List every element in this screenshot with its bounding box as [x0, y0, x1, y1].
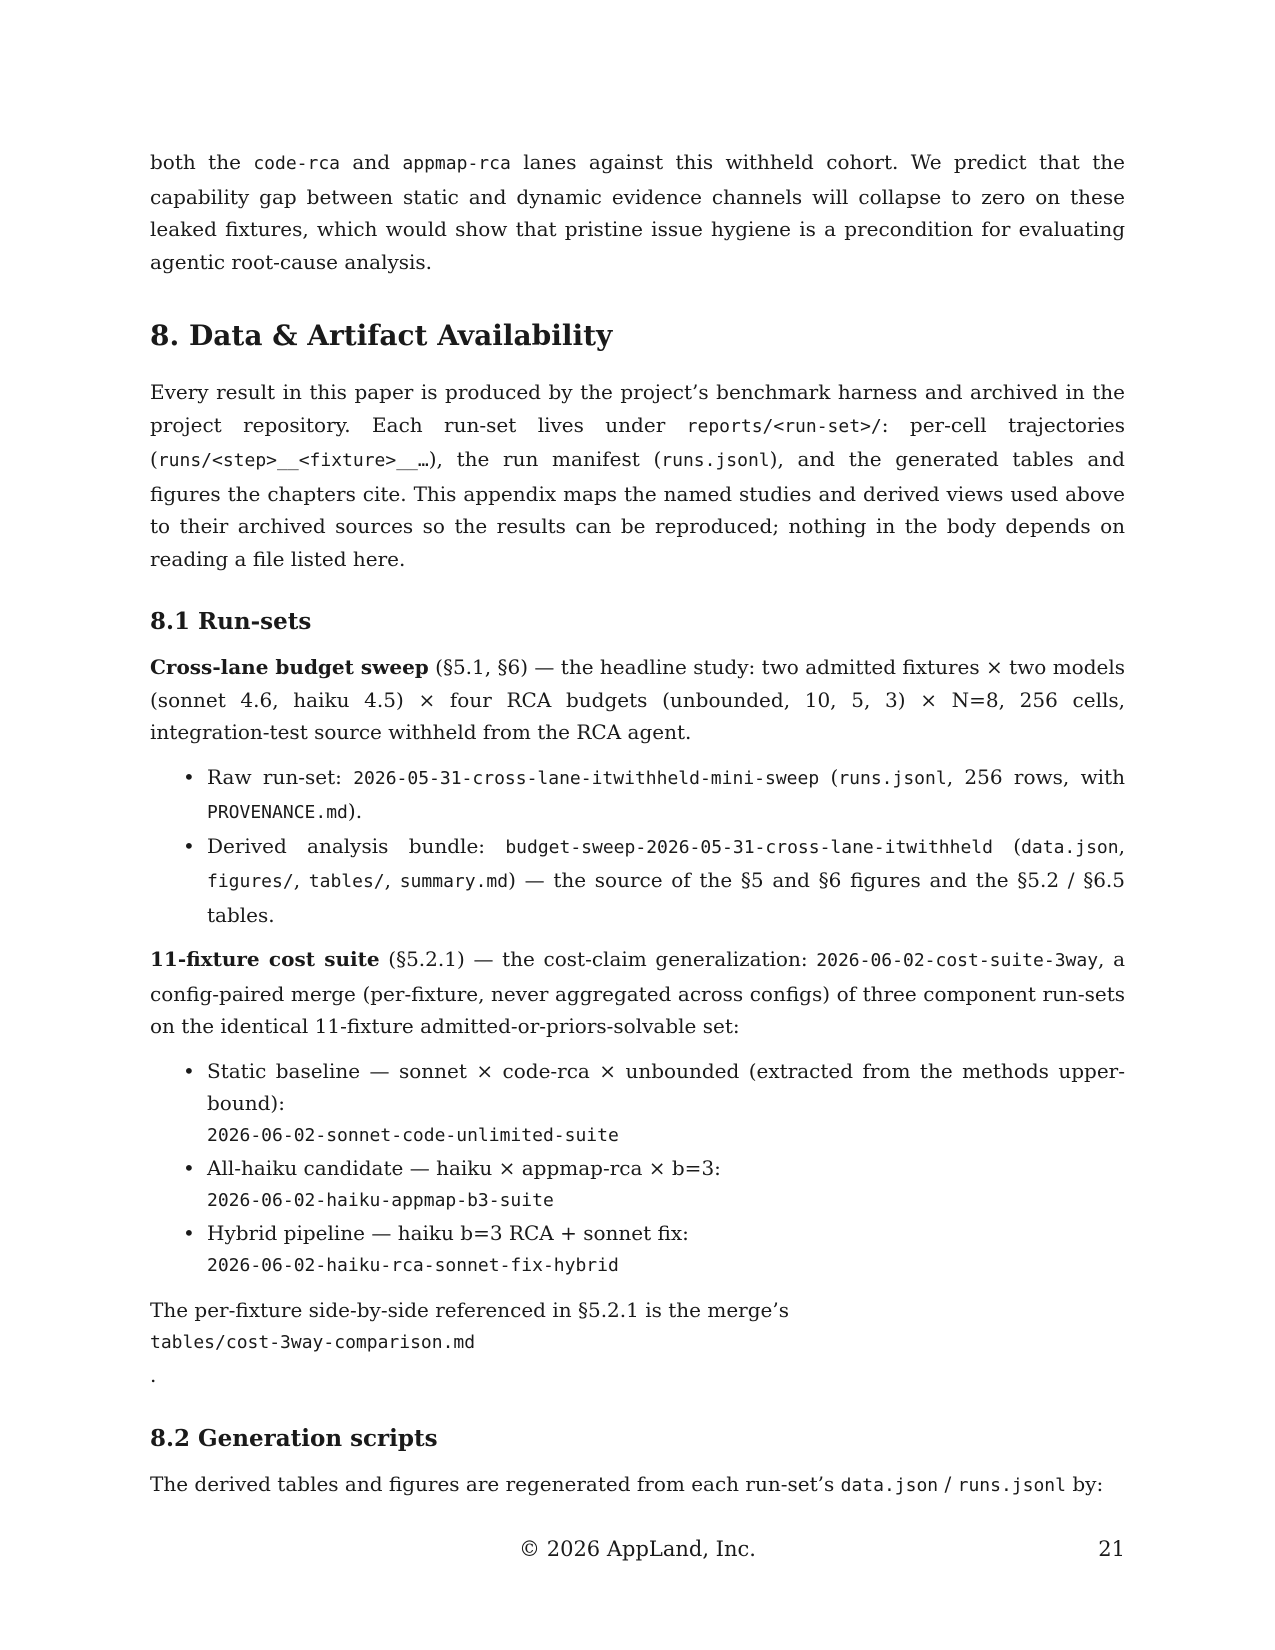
- data-json-code: data.json: [1021, 836, 1119, 858]
- code-rca-code: code-rca: [253, 153, 341, 174]
- suite-list: [150, 1055, 1125, 1283]
- figures-code: figures/: [207, 871, 294, 892]
- intro-paragraph: both the code-rca and appmap-rca lanes against this withheld cohort. We predict that the capability gap between static and dynamic evidence channels will collapse to zero on these leaked fixtures, which would show that pristine issue hygiene is a precondition for evaluating agentic root-cause analysis.: [150, 150, 1125, 274]
- tables-code: tables/: [308, 871, 385, 892]
- suite-after-paragraph: The per-fixture side-by-side referenced in §5.2.1 is the merge’s tables/cost-3way-comparison.md .: [150, 1294, 1125, 1392]
- suite-label: 11-fixture cost suite: [150, 947, 380, 971]
- appmap-rca-code: appmap-rca: [402, 153, 511, 174]
- subsection-8-2-heading: 8.2 Generation scripts: [150, 1424, 438, 1452]
- scripts-paragraph: The derived tables and figures are regenerated from each run-set’s data.json / runs.jsonl by:: [150, 1471, 1104, 1496]
- list-item: • Derived analysis bundle: budget-sweep-2026-05-31-cross-lane-itwithheld (data.json, figures/, tables/, summary.md) — the source of the §5 and §6 figures and the §5.2 / §6.5 tables.: [150, 830, 1125, 932]
- runs-jsonl-code: runs.jsonl: [661, 450, 770, 471]
- section-8-heading: 8. Data & Artifact Availability: [150, 319, 613, 352]
- runs-path-code: runs/<step>__<fixture>__…: [157, 450, 429, 471]
- suite-paragraph: 11-fixture cost suite (§5.2.1) — the cost-claim generalization: 2026-06-02-cost-suite-3way, a config-paired merge (per-fixture, never aggregated across configs) of three component run-sets on the identical 11-fixture admitted-or-priors-solvable set:: [150, 947, 1126, 1038]
- page-body: [150, 146, 1125, 1502]
- runs-jsonl-code: runs.jsonl: [838, 767, 947, 789]
- reports-path-code: reports/<run-set>/: [686, 415, 882, 437]
- static-baseline-code: 2026-06-02-sonnet-code-unlimited-suite: [207, 1124, 619, 1146]
- runs-jsonl-code: runs.jsonl: [957, 1474, 1066, 1496]
- data-json-code: data.json: [840, 1474, 939, 1496]
- suite-code: 2026-06-02-cost-suite-3way: [816, 950, 1099, 971]
- sweep-list: [150, 761, 1125, 932]
- hybrid-pipeline-code: 2026-06-02-haiku-rca-sonnet-fix-hybrid: [207, 1254, 619, 1276]
- summary-code: summary.md: [399, 871, 509, 892]
- list-item: • Raw run-set: 2026-05-31-cross-lane-itwithheld-mini-sweep (runs.jsonl, 256 rows, with PROVENANCE.md).: [150, 761, 1125, 830]
- list-item: • All-haiku candidate — haiku × appmap-rca × b=3: 2026-06-02-haiku-appmap-b3-suite: [150, 1152, 1125, 1217]
- raw-runset-code: 2026-05-31-cross-lane-itwithheld-mini-sweep: [353, 767, 820, 789]
- copyright-notice: © 2026 AppLand, Inc.: [519, 1537, 756, 1561]
- list-item: • Hybrid pipeline — haiku b=3 RCA + sonnet fix: 2026-06-02-haiku-rca-sonnet-fix-hybrid: [150, 1217, 1125, 1282]
- sweep-label: Cross-lane budget sweep: [150, 655, 429, 679]
- sweep-paragraph: Cross-lane budget sweep (§5.1, §6) — the headline study: two admitted fixtures × two models (sonnet 4.6, haiku 4.5) × four RCA budgets (unbounded, 10, 5, 3) × N=8, 256 cells, integration-test source withheld from the RCA agent.: [150, 655, 1126, 744]
- haiku-candidate-code: 2026-06-02-haiku-appmap-b3-suite: [207, 1189, 554, 1211]
- page-number: 21: [1098, 1537, 1125, 1561]
- list-item: • Static baseline — sonnet × code-rca × unbounded (extracted from the methods upper-bound): 2026-06-02-sonnet-code-unlimited-suite: [150, 1055, 1125, 1153]
- provenance-code: PROVENANCE.md: [207, 802, 348, 823]
- bundle-code: budget-sweep-2026-05-31-cross-lane-itwithheld: [505, 836, 993, 858]
- comparison-table-code: tables/cost-3way-comparison.md: [150, 1331, 476, 1353]
- subsection-8-1-heading: 8.1 Run-sets: [150, 608, 312, 635]
- page-footer: [0, 1537, 1275, 1567]
- section-8-intro: Every result in this paper is produced by the project’s benchmark harness and archived in the project repository. Each run-set lives under reports/<run-set>/: per-cell trajectories (runs/<step>__<fixture>__…), the run manifest (runs.jsonl), and the generated tables and figures the chapters cite. This appendix maps the named studies and derived views used above to their archived sources so the results can be reproduced; nothing in the body depends on reading a file listed here.: [150, 380, 1125, 571]
